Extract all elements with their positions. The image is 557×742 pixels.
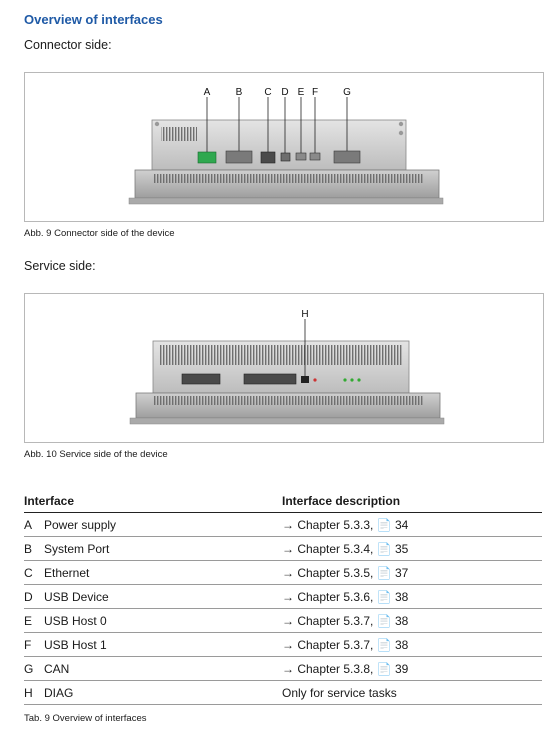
callout-g: G — [343, 87, 351, 98]
row-description: → Chapter 5.3.5, 📄 37 — [282, 561, 542, 585]
row-letter: A — [24, 513, 44, 537]
table-9-caption: Tab. 9 Overview of interfaces — [24, 713, 147, 724]
connector-side-figure — [24, 72, 544, 222]
header-interface: Interface — [24, 489, 282, 513]
table-row — [24, 585, 542, 609]
row-description: → Chapter 5.3.7, 📄 38 — [282, 633, 542, 657]
table-row — [24, 609, 542, 633]
row-description: → Chapter 5.3.4, 📄 35 — [282, 537, 542, 561]
callout-b: B — [235, 87, 243, 98]
callout-d: D — [281, 87, 289, 98]
service-side-label: Service side: — [24, 259, 96, 273]
callout-f: F — [311, 87, 319, 98]
interfaces-table — [24, 489, 542, 705]
row-description: Only for service tasks — [282, 681, 542, 705]
figure-9-caption: Abb. 9 Connector side of the device — [24, 228, 175, 239]
row-letter: E — [24, 609, 44, 633]
table-row — [24, 537, 542, 561]
row-letter: D — [24, 585, 44, 609]
row-interface-name: CAN — [44, 657, 282, 681]
row-interface-name: USB Host 1 — [44, 633, 282, 657]
table-row — [24, 513, 542, 537]
row-interface-name: USB Host 0 — [44, 609, 282, 633]
row-interface-name: Power supply — [44, 513, 282, 537]
row-description: → Chapter 5.3.3, 📄 34 — [282, 513, 542, 537]
table-header-row — [24, 489, 542, 513]
row-letter: H — [24, 681, 44, 705]
service-side-device-image — [25, 294, 543, 442]
row-description: → Chapter 5.3.8, 📄 39 — [282, 657, 542, 681]
callout-e: E — [297, 87, 305, 98]
row-letter: C — [24, 561, 44, 585]
row-interface-name: System Port — [44, 537, 282, 561]
row-letter: B — [24, 537, 44, 561]
table-row — [24, 561, 542, 585]
row-description: → Chapter 5.3.6, 📄 38 — [282, 585, 542, 609]
connector-side-label: Connector side: — [24, 38, 112, 52]
table-row — [24, 657, 542, 681]
connector-side-device-image — [25, 73, 543, 221]
row-interface-name: DIAG — [44, 681, 282, 705]
figure-10-caption: Abb. 10 Service side of the device — [24, 449, 168, 460]
callout-a: A — [203, 87, 211, 98]
table-row — [24, 633, 542, 657]
row-interface-name: Ethernet — [44, 561, 282, 585]
table-row — [24, 681, 542, 705]
row-interface-name: USB Device — [44, 585, 282, 609]
row-letter: F — [24, 633, 44, 657]
row-letter: G — [24, 657, 44, 681]
header-description: Interface description — [282, 489, 542, 513]
callout-c: C — [264, 87, 272, 98]
service-side-figure — [24, 293, 544, 443]
row-description: → Chapter 5.3.7, 📄 38 — [282, 609, 542, 633]
section-heading: Overview of interfaces — [24, 12, 163, 27]
callout-h: H — [301, 309, 309, 320]
